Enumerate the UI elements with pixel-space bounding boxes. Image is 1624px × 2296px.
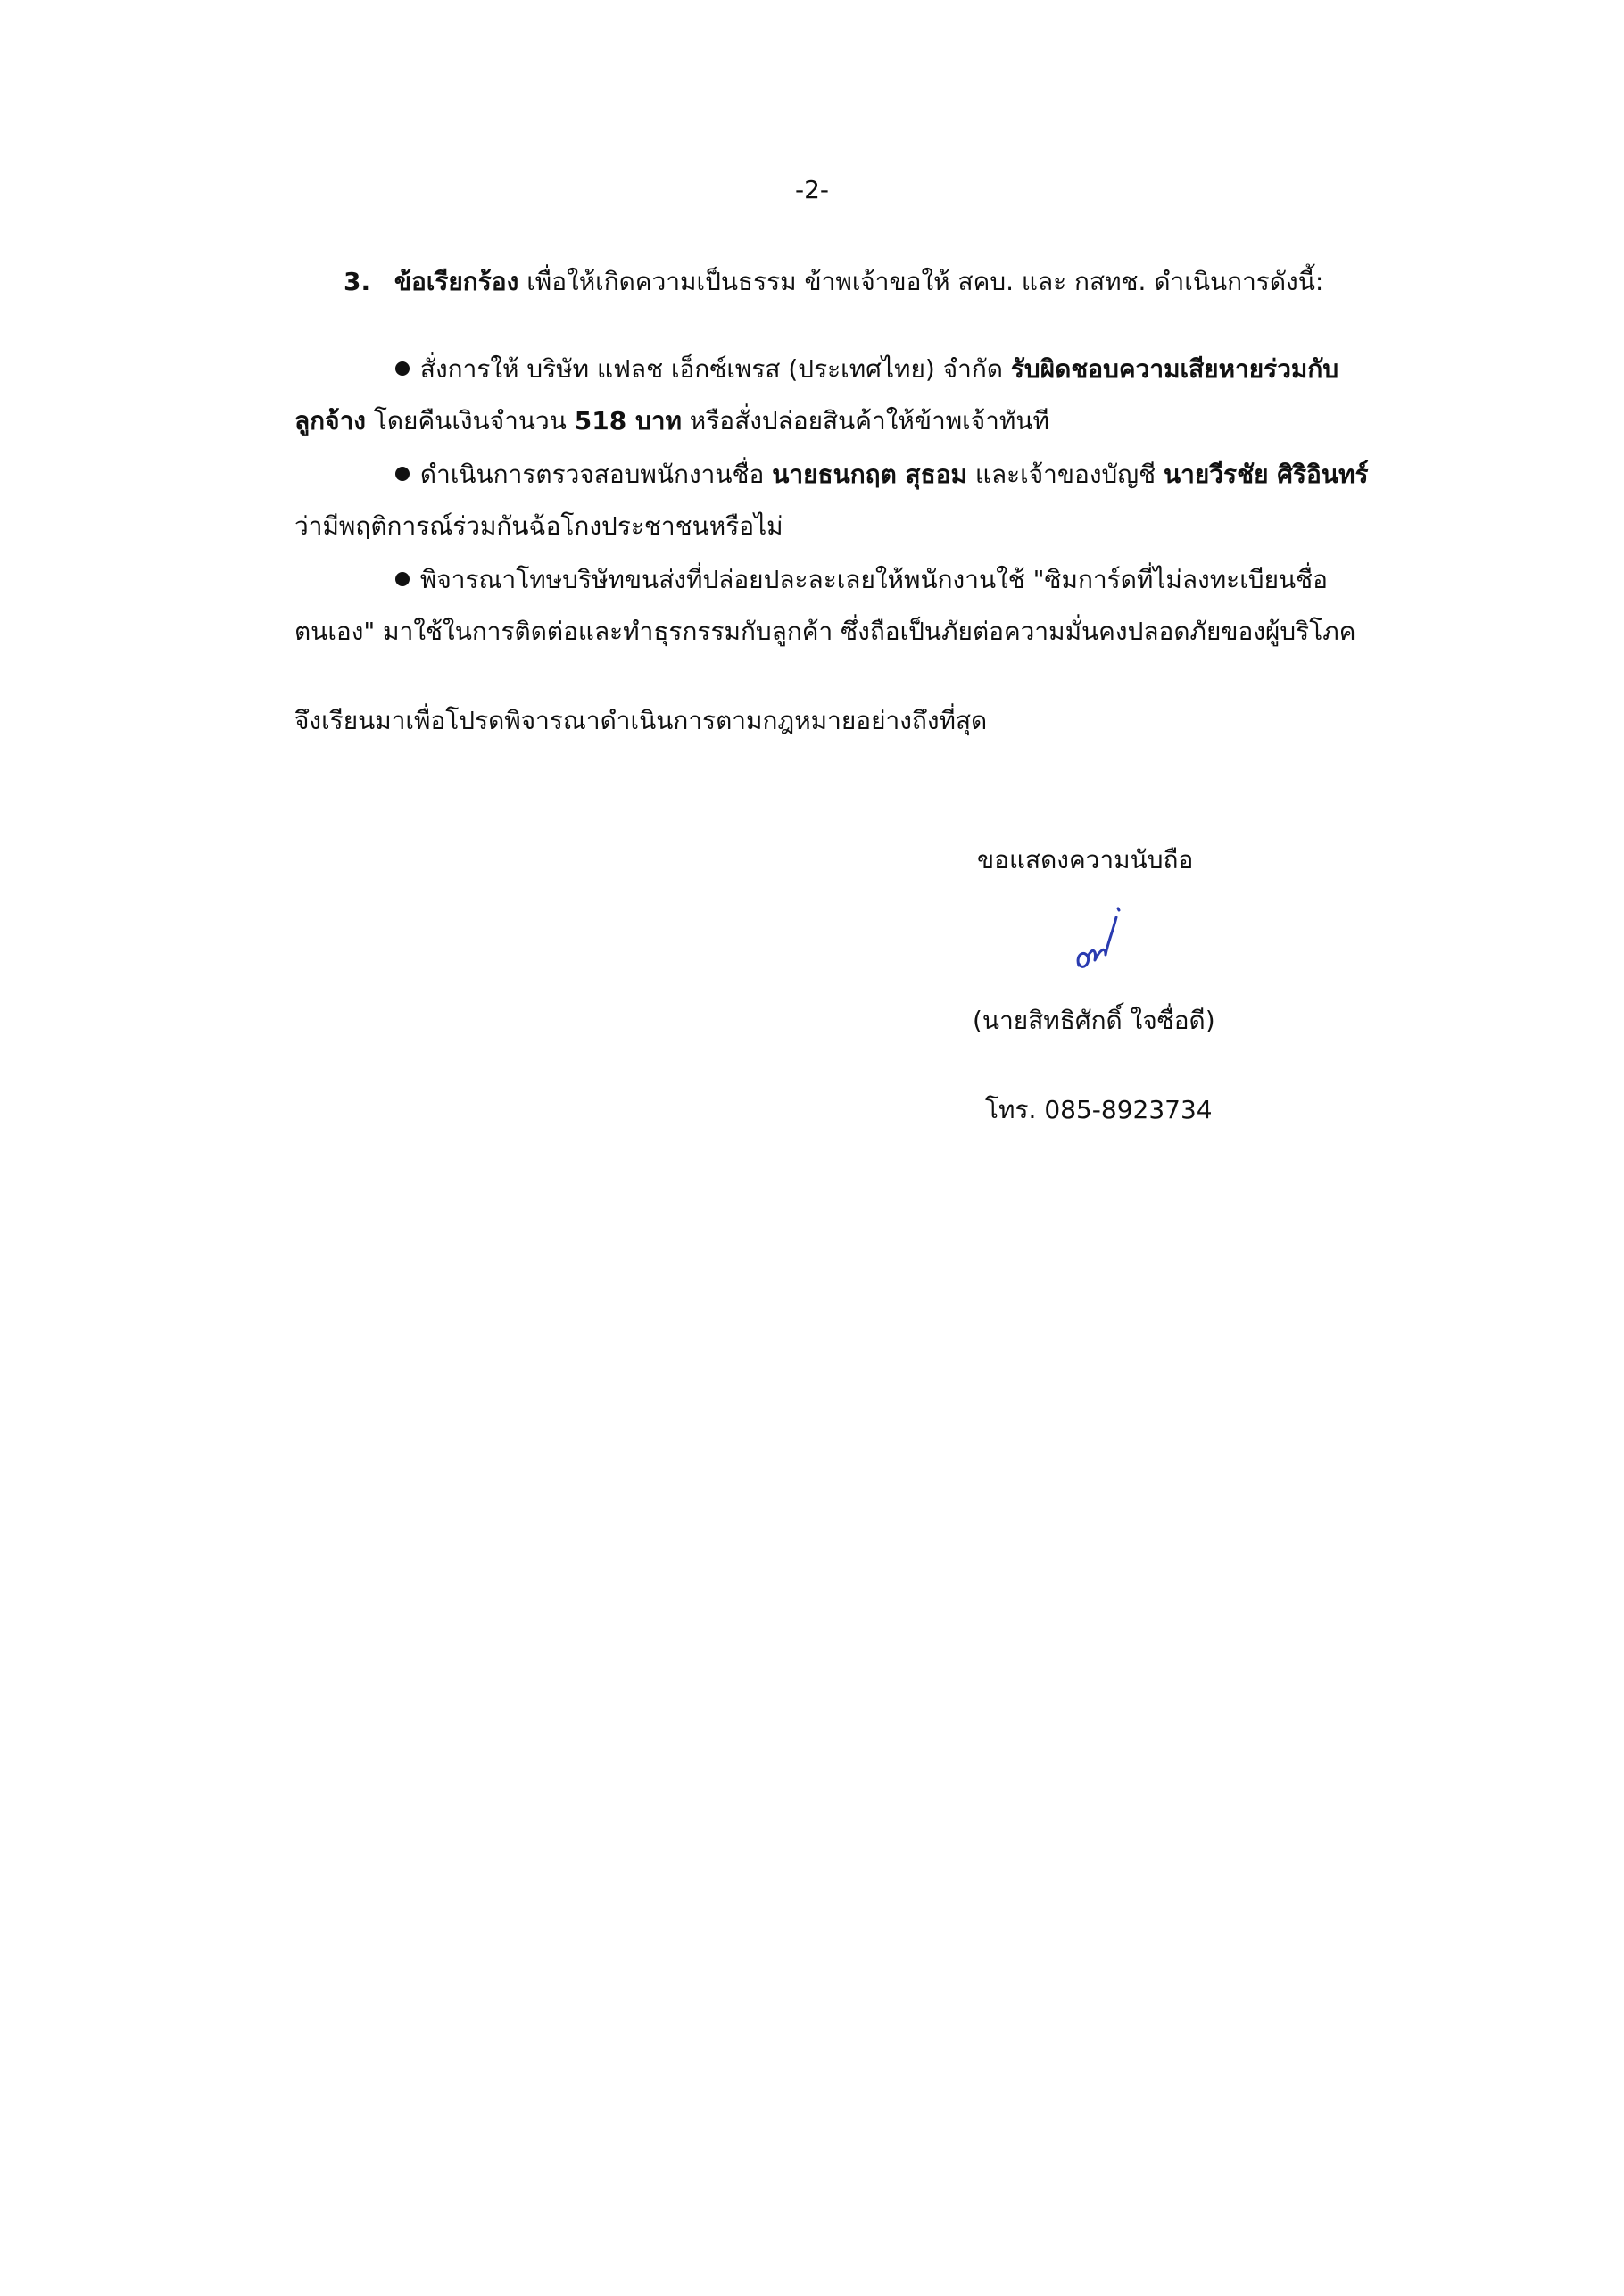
- signatory-name: (นายสิทธิศักดิ์ ใจซื่อดี): [973, 1006, 1215, 1035]
- section-number: 3.: [344, 267, 371, 296]
- signature-image: [1066, 892, 1129, 982]
- bullet-2-bold-b: นายวีรชัย ศิริอินทร์: [1164, 460, 1369, 489]
- section-heading: [344, 269, 1323, 294]
- bullet-1-line-2: [294, 406, 1049, 435]
- bullet-3-line-2: ตนเอง" มาใช้ในการติดต่อและทำธุรกรรมกับลูกค้า ซึ่งถือเป็นภัยต่อความมั่นคงปลอดภัยของผู้บริโภค: [294, 617, 1356, 646]
- bullet-2-text-b: และเจ้าของบัญชี: [967, 460, 1164, 489]
- bullet-1-text-b: โดยคืนเงินจำนวน: [365, 406, 575, 435]
- phone-number: โทร. 085-8923734: [985, 1095, 1213, 1124]
- bullet-icon: [393, 462, 412, 482]
- section-intro: เพื่อให้เกิดความเป็นธรรม ข้าพเจ้าขอให้ สคบ. และ กสทช. ดำเนินการดังนี้:: [526, 267, 1324, 296]
- bullet-1-text-c: หรือสั่งปล่อยสินค้าให้ข้าพเจ้าทันที: [681, 406, 1049, 435]
- bullet-1-bold-a: รับผิดชอบความเสียหายร่วมกับ: [1010, 354, 1339, 384]
- page-number: -2-: [794, 175, 830, 204]
- section-title: ข้อเรียกร้อง: [394, 267, 519, 296]
- bullet-2-bold-a: นายธนกฤต สุธอม: [772, 460, 968, 489]
- bullet-2-line-1: [393, 462, 1369, 487]
- bullet-1-line-1: [393, 354, 1339, 384]
- closing-sentence: จึงเรียนมาเพื่อโปรดพิจารณาดำเนินการตามกฎหมายอย่างถึงที่สุด: [294, 706, 988, 735]
- bullet-icon: [393, 357, 412, 377]
- bullet-2-line-2: ว่ามีพฤติการณ์ร่วมกันฉ้อโกงประชาชนหรือไม่: [294, 511, 783, 541]
- regards-text: ขอแสดงความนับถือ: [977, 845, 1194, 874]
- bullet-1-text-a: สั่งการให้ บริษัท แฟลช เอ็กซ์เพรส (ประเทศไทย) จำกัด: [419, 354, 1011, 384]
- bullet-1-bold-b: ลูกจ้าง: [294, 406, 366, 435]
- bullet-2-text-a: ดำเนินการตรวจสอบพนักงานชื่อ: [419, 460, 773, 489]
- bullet-3-text-a: พิจารณาโทษบริษัทขนส่งที่ปล่อยปละละเลยให้พนักงานใช้ "ซิมการ์ดที่ไม่ลงทะเบียนชื่อ: [419, 565, 1328, 594]
- bullet-1-amount: 518 บาท: [574, 406, 682, 435]
- bullet-3-line-1: [393, 565, 1328, 594]
- bullet-icon: [393, 568, 412, 587]
